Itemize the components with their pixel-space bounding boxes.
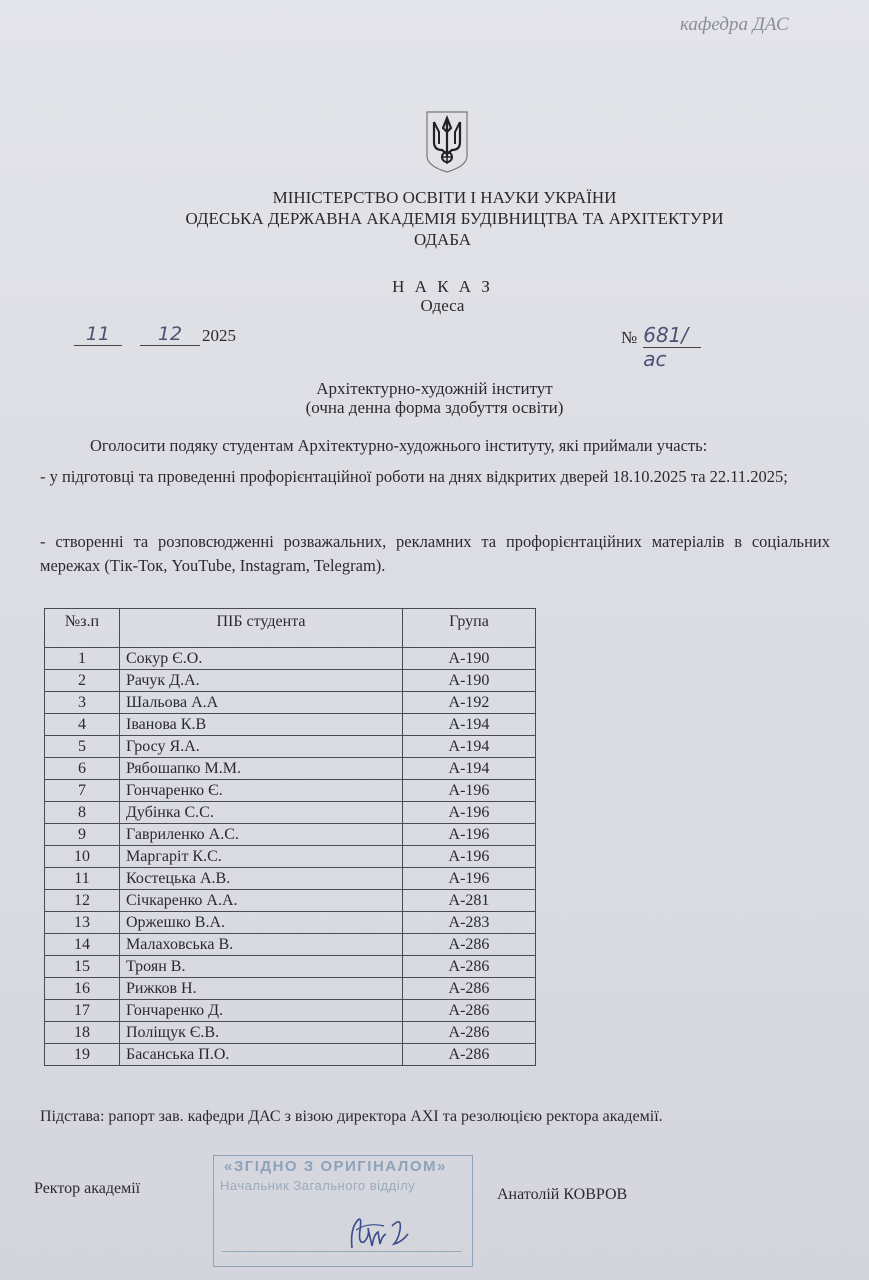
- study-form: (очна денна форма здобуття освіти): [305, 398, 564, 417]
- student-name: Оржешко В.А.: [120, 912, 403, 934]
- signature-icon: [344, 1208, 414, 1256]
- table-row: [45, 824, 536, 846]
- student-group: А-190: [403, 648, 536, 670]
- row-number: 8: [45, 802, 120, 824]
- header-number: №з.п: [45, 609, 120, 648]
- header-name: ПІБ студента: [120, 609, 403, 648]
- table-row: [45, 758, 536, 780]
- student-name: Гросу Я.А.: [120, 736, 403, 758]
- student-group: А-196: [403, 846, 536, 868]
- stamp-subtitle: Начальник Загального відділу: [220, 1178, 416, 1193]
- date-day: 11: [85, 323, 111, 345]
- student-name: Рачук Д.А.: [120, 670, 403, 692]
- student-group: А-283: [403, 912, 536, 934]
- row-number: 2: [45, 670, 120, 692]
- table-header-row: [45, 609, 536, 648]
- student-group: А-196: [403, 868, 536, 890]
- table-row: [45, 868, 536, 890]
- student-name: Сокур Є.О.: [120, 648, 403, 670]
- order-date: [74, 323, 236, 346]
- student-name: Січкаренко А.А.: [120, 890, 403, 912]
- stamp-signature-line: [222, 1251, 462, 1252]
- student-group: А-194: [403, 736, 536, 758]
- document-type: Н А К А З: [392, 277, 493, 296]
- student-name: Поліщук Є.В.: [120, 1022, 403, 1044]
- rector-label: Ректор академії: [34, 1180, 141, 1197]
- row-number: 13: [45, 912, 120, 934]
- handwritten-department-note: кафедра ДАС: [680, 14, 789, 35]
- row-number: 16: [45, 978, 120, 1000]
- row-number: 19: [45, 1044, 120, 1066]
- student-group: А-286: [403, 934, 536, 956]
- row-number: 14: [45, 934, 120, 956]
- table-row: [45, 714, 536, 736]
- trident-emblem-icon: [424, 110, 470, 174]
- student-name: Троян В.: [120, 956, 403, 978]
- row-number: 9: [45, 824, 120, 846]
- academy-abbreviation: ОДАБА: [413, 230, 472, 249]
- student-name: Гончаренко Д.: [120, 1000, 403, 1022]
- student-name: Маргаріт К.С.: [120, 846, 403, 868]
- student-name: Басанська П.О.: [120, 1044, 403, 1066]
- table-row: [45, 934, 536, 956]
- student-group: А-286: [403, 1000, 536, 1022]
- students-table-wrapper: [44, 608, 536, 1066]
- ministry-title: МІНІСТЕРСТВО ОСВІТИ І НАУКИ УКРАЇНИ: [272, 188, 617, 207]
- table-row: [45, 1044, 536, 1066]
- student-group: А-286: [403, 978, 536, 1000]
- academy-title: ОДЕСЬКА ДЕРЖАВНА АКАДЕМІЯ БУДІВНИЦТВА ТА АРХІТЕКТУРИ: [185, 209, 724, 228]
- student-group: А-196: [403, 780, 536, 802]
- rector-name: Анатолій КОВРОВ: [497, 1186, 628, 1203]
- students-table: [44, 608, 536, 1066]
- student-name: Малаховська В.: [120, 934, 403, 956]
- row-number: 4: [45, 714, 120, 736]
- row-number: 5: [45, 736, 120, 758]
- table-row: [45, 890, 536, 912]
- student-name: Дубінка С.С.: [120, 802, 403, 824]
- student-name: Шальова А.А: [120, 692, 403, 714]
- table-row: [45, 648, 536, 670]
- student-group: А-196: [403, 802, 536, 824]
- table-row: [45, 736, 536, 758]
- table-row: [45, 780, 536, 802]
- row-number: 18: [45, 1022, 120, 1044]
- row-number: 15: [45, 956, 120, 978]
- row-number: 3: [45, 692, 120, 714]
- student-group: А-192: [403, 692, 536, 714]
- row-number: 11: [45, 868, 120, 890]
- student-name: Гончаренко Є.: [120, 780, 403, 802]
- institute-name: Архітектурно-художній інститут: [316, 379, 553, 398]
- student-group: А-194: [403, 758, 536, 780]
- date-month-field: [140, 323, 200, 346]
- basis-statement: Підстава: рапорт зав. кафедри ДАС з візою директора АХІ та резолюцією ректора академії.: [40, 1108, 663, 1125]
- row-number: 6: [45, 758, 120, 780]
- row-number: 1: [45, 648, 120, 670]
- student-group: А-281: [403, 890, 536, 912]
- table-row: [45, 978, 536, 1000]
- bullet-open-days: - у підготовці та проведенні профорієнтаційної роботи на днях відкритих дверей 18.10.2025 та 22.11.2025;: [40, 467, 788, 486]
- date-day-field: [74, 323, 122, 346]
- student-group: А-286: [403, 1022, 536, 1044]
- certified-copy-stamp: [213, 1155, 473, 1267]
- student-group: А-286: [403, 956, 536, 978]
- table-row: [45, 846, 536, 868]
- student-group: А-190: [403, 670, 536, 692]
- table-row: [45, 956, 536, 978]
- table-row: [45, 692, 536, 714]
- student-group: А-196: [403, 824, 536, 846]
- date-year: 2025: [202, 326, 236, 345]
- student-name: Іванова К.В: [120, 714, 403, 736]
- table-row: [45, 1000, 536, 1022]
- intro-paragraph: Оголосити подяку студентам Архітектурно-художнього інституту, які приймали участь:: [90, 436, 708, 455]
- header-group: Група: [403, 609, 536, 648]
- student-name: Рябошапко М.М.: [120, 758, 403, 780]
- student-name: Рижков Н.: [120, 978, 403, 1000]
- number-field: [643, 323, 701, 371]
- number-prefix: №: [621, 328, 638, 347]
- stamp-title: «ЗГІДНО З ОРИГІНАЛОМ»: [224, 1158, 447, 1175]
- table-row: [45, 670, 536, 692]
- row-number: 17: [45, 1000, 120, 1022]
- table-row: [45, 912, 536, 934]
- table-row: [45, 1022, 536, 1044]
- row-number: 10: [45, 846, 120, 868]
- row-number: 12: [45, 890, 120, 912]
- number-value: 681/ас: [643, 323, 689, 371]
- city: Одеса: [420, 296, 465, 315]
- order-number: [621, 323, 701, 371]
- student-name: Гавриленко А.С.: [120, 824, 403, 846]
- student-group: А-286: [403, 1044, 536, 1066]
- row-number: 7: [45, 780, 120, 802]
- table-row: [45, 802, 536, 824]
- bullet-social-media: - створенні та розповсюдженні розважальних, рекламних та профорієнтаційних матеріалів в соціальних мережах (Тік-Ток, YouTube, Instagram, Telegram).: [40, 532, 830, 575]
- date-month: 12: [157, 323, 183, 345]
- student-group: А-194: [403, 714, 536, 736]
- student-name: Костецька А.В.: [120, 868, 403, 890]
